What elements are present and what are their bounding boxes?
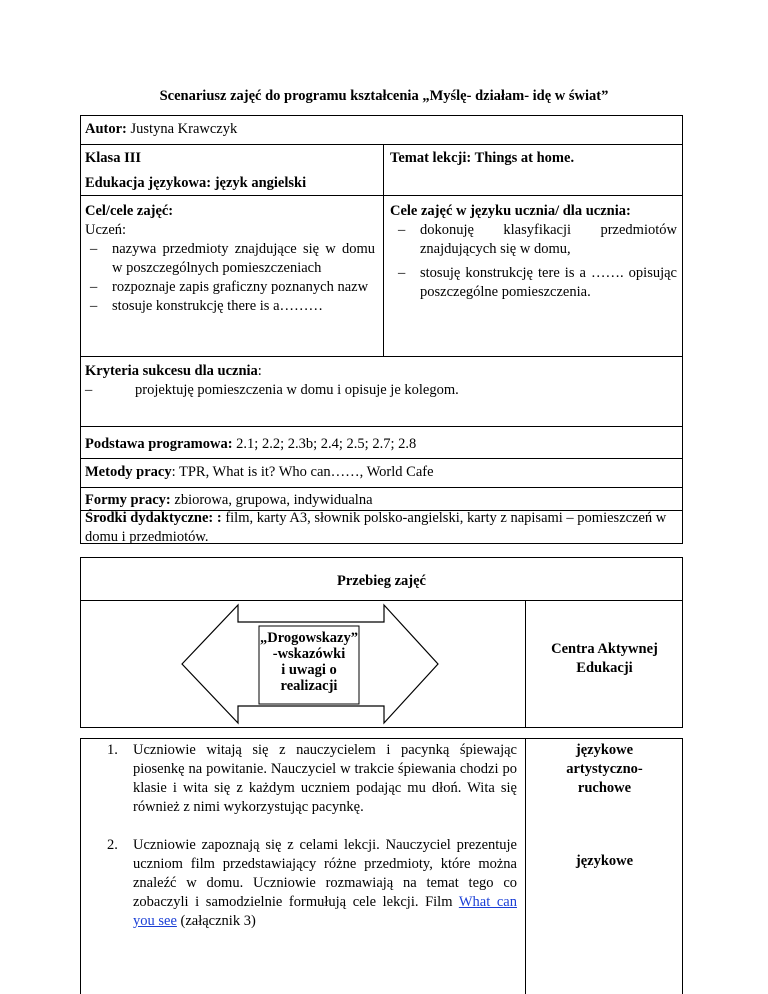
goal-item: – rozpoznaje zapis graficzny poznanych nazw bbox=[90, 278, 375, 297]
forms-row: Formy pracy: zbiorowa, grupowa, indywidualna bbox=[85, 492, 373, 508]
language-education: Edukacja językowa: język angielski bbox=[85, 175, 307, 191]
page-title: Scenariusz zajęć do programu kształcenia „Myślę- działam- idę w świat” bbox=[159, 88, 609, 104]
student-goal-item: – dokonuję klasyfikacji przedmiotów znajdujących się w domu, bbox=[398, 221, 677, 259]
goal-item: – stosuje konstrukcję there is a……… bbox=[90, 297, 375, 316]
step-item-2: 2. Uczniowie zapoznają się z celami lekcji. Nauczyciel prezentuje uczniom film przedstawiający różne przedmioty, które można znaleźć w domu. Uczniowie rozmawiają na temat tego co zobaczyli i samodzielnie formułują cele lekcji. Film What can you see (załącznik 3) bbox=[107, 837, 517, 929]
success-criteria-heading: Kryteria sukcesu dla ucznia bbox=[85, 363, 258, 379]
what-can-you-see-link[interactable]: What can you see bbox=[133, 894, 517, 929]
criteria-item: – projektuję pomieszczenia w domu i opisuje je kolegom. bbox=[85, 382, 459, 398]
student-goal-item: – stosuję konstrukcję tere is a ……. opisując poszczególne pomieszczenia. bbox=[398, 264, 677, 302]
curriculum-row: Podstawa programowa: 2.1; 2.2; 2.3b; 2.4; 2.5; 2.7; 2.8 bbox=[85, 436, 417, 452]
author-row: Autor: Justyna Krawczyk bbox=[85, 121, 238, 137]
lesson-flow-heading: Przebieg zajęć bbox=[337, 573, 426, 589]
signposts-label: „Drogowskazy” -wskazówki i uwagi o realizacji bbox=[259, 630, 358, 694]
methods-row: Metody pracy: TPR, What is it? Who can……, World Cafe bbox=[85, 464, 434, 480]
materials-row: Środki dydaktyczne: : film, karty A3, słownik polsko-angielski, karty z napisami – pomieszczeń w domu i przedmiotów. bbox=[85, 510, 667, 545]
step-1-center: językowe artystyczno- ruchowe bbox=[566, 742, 643, 796]
active-education-centers-label: Centra Aktywnej Edukacji bbox=[551, 641, 658, 676]
class-label: Klasa III bbox=[85, 150, 142, 166]
student-goals-heading: Cele zajęć w języku ucznia/ dla ucznia: bbox=[390, 203, 631, 219]
goals-section bbox=[85, 202, 375, 316]
step-item-1: 1. Uczniowie witają się z nauczycielem i pacynką śpiewając piosenkę na powitanie. Nauczyciel w trakcie śpiewania chodzi po klasie i wita się z każdym uczniem podając mu dłoń. Wita się również z nimi wykorzystując pacynkę. bbox=[107, 742, 517, 815]
goals-heading: Cel/cele zajęć: bbox=[85, 203, 174, 219]
step-2-center: językowe bbox=[575, 853, 634, 869]
lesson-topic: Temat lekcji: Things at home. bbox=[390, 150, 575, 166]
student-goals-section bbox=[390, 202, 677, 302]
goal-item: – nazywa przedmioty znajdujące się w domu w poszczególnych pomieszczeniach bbox=[90, 240, 375, 278]
goals-subheading: Uczeń: bbox=[85, 222, 127, 238]
success-criteria: Kryteria sukcesu dla ucznia: – projektuję pomieszczenia w domu i opisuje je kolegom. bbox=[85, 362, 675, 400]
